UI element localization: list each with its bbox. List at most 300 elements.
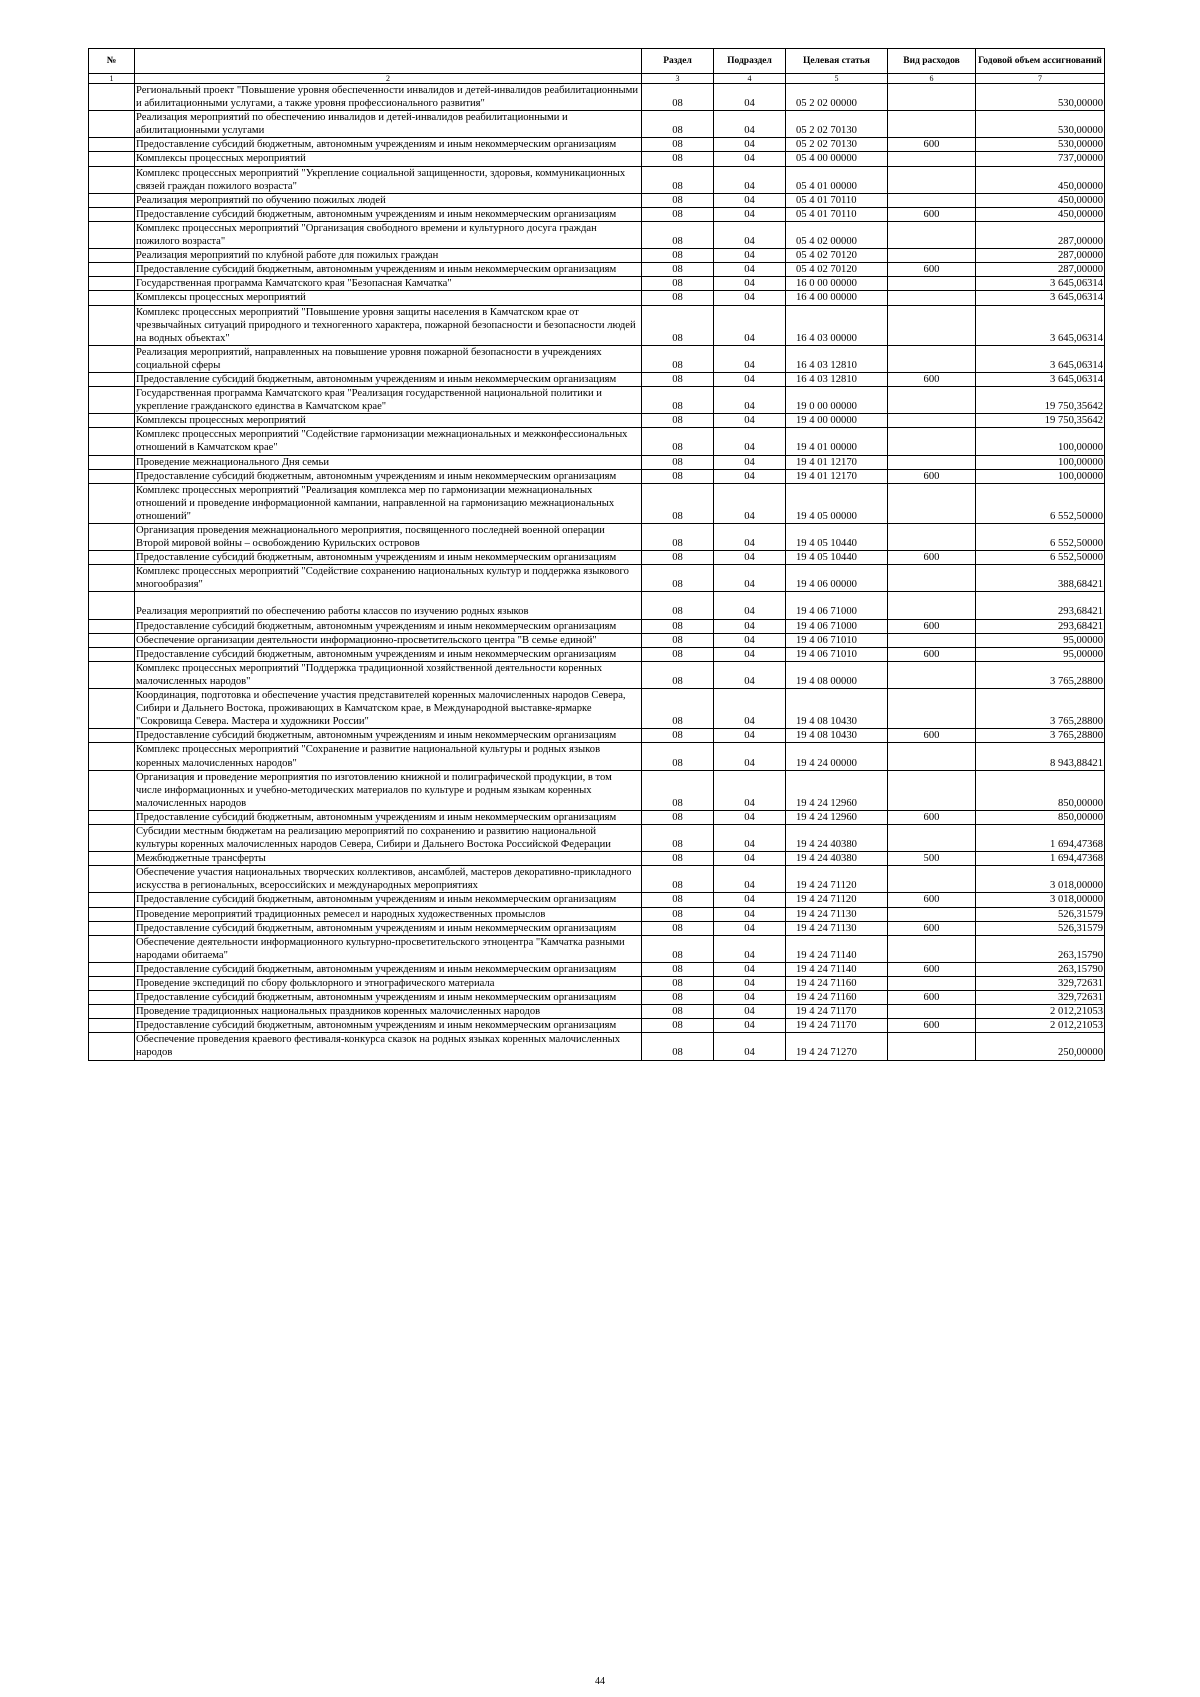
- subsection-code: 04: [714, 291, 786, 305]
- target-article-code: 19 4 24 71130: [786, 907, 888, 921]
- table-row: [89, 483, 1105, 523]
- row-number-cell: [89, 565, 135, 592]
- table-row: [89, 770, 1105, 810]
- expense-type-code: 600: [888, 207, 976, 221]
- expense-type-code: 600: [888, 962, 976, 976]
- annual-amount: 6 552,50000: [976, 483, 1105, 523]
- table-row: [89, 84, 1105, 111]
- annual-amount: 3 765,28800: [976, 661, 1105, 688]
- expense-type-code: [888, 524, 976, 551]
- item-name: Проведение мероприятий традиционных ремесел и народных художественных промыслов: [135, 907, 642, 921]
- table-row: [89, 414, 1105, 428]
- target-article-code: 16 0 00 00000: [786, 277, 888, 291]
- subsection-code: 04: [714, 84, 786, 111]
- expense-type-code: 600: [888, 372, 976, 386]
- section-code: 08: [642, 111, 714, 138]
- item-name: Комплекс процессных мероприятий "Организация свободного времени и культурного досуга граждан пожилого возраста": [135, 221, 642, 248]
- table-row: [89, 193, 1105, 207]
- target-article-code: 19 4 06 71000: [786, 619, 888, 633]
- expense-type-code: [888, 291, 976, 305]
- table-row: [89, 138, 1105, 152]
- row-number-cell: [89, 1019, 135, 1033]
- item-name: Реализация мероприятий по обучению пожилых людей: [135, 193, 642, 207]
- annual-amount: 3 645,06314: [976, 277, 1105, 291]
- item-name: Реализация мероприятий по обеспечению инвалидов и детей-инвалидов реабилитационными и абилитационными услугами: [135, 111, 642, 138]
- item-name: Координация, подготовка и обеспечение участия представителей коренных малочисленных народов Севера, Сибири и Дальнего Востока, проживающих в Камчатском крае, в Международной выставке-ярмарке "Сокровища Севера. Мастера и художники России": [135, 689, 642, 729]
- target-article-code: 19 4 24 12960: [786, 770, 888, 810]
- annual-amount: 95,00000: [976, 647, 1105, 661]
- expense-type-code: [888, 743, 976, 770]
- table-row: [89, 207, 1105, 221]
- annual-amount: 3 645,06314: [976, 291, 1105, 305]
- item-name: Предоставление субсидий бюджетным, автономным учреждениям и иным некоммерческим организациям: [135, 263, 642, 277]
- table-row: [89, 647, 1105, 661]
- expense-type-code: [888, 689, 976, 729]
- section-code: 08: [642, 387, 714, 414]
- target-article-code: 19 4 06 71010: [786, 647, 888, 661]
- subsection-code: 04: [714, 921, 786, 935]
- subsection-code: 04: [714, 111, 786, 138]
- column-number: 5: [786, 74, 888, 84]
- target-article-code: 19 4 06 71010: [786, 633, 888, 647]
- table-row: [89, 907, 1105, 921]
- item-name: Проведение традиционных национальных праздников коренных малочисленных народов: [135, 1005, 642, 1019]
- table-row: [89, 428, 1105, 455]
- target-article-code: 19 4 24 71170: [786, 1019, 888, 1033]
- target-article-code: 19 4 24 71140: [786, 962, 888, 976]
- row-number-cell: [89, 852, 135, 866]
- budget-table: [88, 48, 1105, 1061]
- annual-amount: 100,00000: [976, 455, 1105, 469]
- item-name: Организация проведения межнационального мероприятия, посвященного последней военной операции Второй мировой войны – освобождению Курильских островов: [135, 524, 642, 551]
- table-row: [89, 962, 1105, 976]
- annual-amount: 450,00000: [976, 193, 1105, 207]
- target-article-code: 05 4 02 00000: [786, 221, 888, 248]
- expense-type-code: [888, 345, 976, 372]
- expense-type-code: 600: [888, 469, 976, 483]
- subsection-code: 04: [714, 1033, 786, 1060]
- expense-type-code: [888, 977, 976, 991]
- subsection-code: 04: [714, 277, 786, 291]
- table-row: [89, 991, 1105, 1005]
- header-subsection: Подраздел: [714, 49, 786, 74]
- annual-amount: 263,15790: [976, 935, 1105, 962]
- row-number-cell: [89, 372, 135, 386]
- annual-amount: 3 765,28800: [976, 729, 1105, 743]
- row-number-cell: [89, 866, 135, 893]
- annual-amount: 287,00000: [976, 249, 1105, 263]
- item-name: Реализация мероприятий, направленных на повышение уровня пожарной безопасности в учреждениях социальной сферы: [135, 345, 642, 372]
- target-article-code: 05 2 02 00000: [786, 84, 888, 111]
- row-number-cell: [89, 810, 135, 824]
- subsection-code: 04: [714, 524, 786, 551]
- target-article-code: 05 4 02 70120: [786, 249, 888, 263]
- item-name: Комплекс процессных мероприятий "Реализация комплекса мер по гармонизации межнациональных отношений и проведение информационной кампании, направленной на гармонизацию межнациональных отношений": [135, 483, 642, 523]
- expense-type-code: [888, 428, 976, 455]
- item-name: Обеспечение организации деятельности информационно-просветительского центра "В семье единой": [135, 633, 642, 647]
- item-name: Комплексы процессных мероприятий: [135, 291, 642, 305]
- section-code: 08: [642, 962, 714, 976]
- expense-type-code: [888, 249, 976, 263]
- item-name: Проведение межнационального Дня семьи: [135, 455, 642, 469]
- expense-type-code: [888, 592, 976, 619]
- table-body: [89, 84, 1105, 1061]
- target-article-code: 19 4 00 00000: [786, 414, 888, 428]
- item-name: Обеспечение проведения краевого фестиваля-конкурса сказок на родных языках коренных малочисленных народов: [135, 1033, 642, 1060]
- subsection-code: 04: [714, 345, 786, 372]
- subsection-code: 04: [714, 263, 786, 277]
- annual-amount: 6 552,50000: [976, 524, 1105, 551]
- target-article-code: 19 4 24 71270: [786, 1033, 888, 1060]
- item-name: Предоставление субсидий бюджетным, автономным учреждениям и иным некоммерческим организациям: [135, 469, 642, 483]
- table-row: [89, 1033, 1105, 1060]
- table-row: [89, 565, 1105, 592]
- row-number-cell: [89, 633, 135, 647]
- section-code: 08: [642, 824, 714, 851]
- row-number-cell: [89, 893, 135, 907]
- subsection-code: 04: [714, 221, 786, 248]
- subsection-code: 04: [714, 991, 786, 1005]
- table-row: [89, 305, 1105, 345]
- row-number-cell: [89, 592, 135, 619]
- row-number-cell: [89, 414, 135, 428]
- subsection-code: 04: [714, 207, 786, 221]
- subsection-code: 04: [714, 592, 786, 619]
- table-row: [89, 277, 1105, 291]
- target-article-code: 19 4 08 10430: [786, 729, 888, 743]
- header-annual-amount: Годовой объем ассигнований: [976, 49, 1105, 74]
- row-number-cell: [89, 991, 135, 1005]
- subsection-code: 04: [714, 152, 786, 166]
- row-number-cell: [89, 387, 135, 414]
- expense-type-code: 600: [888, 893, 976, 907]
- target-article-code: 16 4 00 00000: [786, 291, 888, 305]
- target-article-code: 19 4 06 71000: [786, 592, 888, 619]
- table-row: [89, 152, 1105, 166]
- table-row: [89, 291, 1105, 305]
- annual-amount: 8 943,88421: [976, 743, 1105, 770]
- subsection-code: 04: [714, 824, 786, 851]
- row-number-cell: [89, 551, 135, 565]
- expense-type-code: 600: [888, 1019, 976, 1033]
- target-article-code: 19 4 24 71130: [786, 921, 888, 935]
- annual-amount: 3 645,06314: [976, 345, 1105, 372]
- subsection-code: 04: [714, 428, 786, 455]
- subsection-code: 04: [714, 893, 786, 907]
- section-code: 08: [642, 207, 714, 221]
- expense-type-code: [888, 455, 976, 469]
- table-row: [89, 921, 1105, 935]
- section-code: 08: [642, 991, 714, 1005]
- subsection-code: 04: [714, 387, 786, 414]
- subsection-code: 04: [714, 565, 786, 592]
- item-name: Комплекс процессных мероприятий "Повышение уровня защиты населения в Камчатском крае от чрезвычайных ситуаций природного и техногенного характера, пожарной безопасности и безопасности людей на водных объектах": [135, 305, 642, 345]
- section-code: 08: [642, 893, 714, 907]
- table-row: [89, 345, 1105, 372]
- item-name: Реализация мероприятий по обеспечению работы классов по изучению родных языков: [135, 592, 642, 619]
- annual-amount: 450,00000: [976, 166, 1105, 193]
- table-row: [89, 743, 1105, 770]
- target-article-code: 19 4 05 10440: [786, 551, 888, 565]
- table-row: [89, 935, 1105, 962]
- expense-type-code: 600: [888, 729, 976, 743]
- table-row: [89, 263, 1105, 277]
- header-number: №: [89, 49, 135, 74]
- section-code: 08: [642, 1033, 714, 1060]
- table-row: [89, 689, 1105, 729]
- target-article-code: 05 4 01 70110: [786, 207, 888, 221]
- target-article-code: 19 4 05 00000: [786, 483, 888, 523]
- row-number-cell: [89, 277, 135, 291]
- table-row: [89, 111, 1105, 138]
- section-code: 08: [642, 689, 714, 729]
- item-name: Предоставление субсидий бюджетным, автономным учреждениям и иным некоммерческим организациям: [135, 810, 642, 824]
- table-row: [89, 633, 1105, 647]
- row-number-cell: [89, 824, 135, 851]
- row-number-cell: [89, 138, 135, 152]
- item-name: Предоставление субсидий бюджетным, автономным учреждениям и иным некоммерческим организациям: [135, 962, 642, 976]
- subsection-code: 04: [714, 138, 786, 152]
- expense-type-code: [888, 770, 976, 810]
- section-code: 08: [642, 907, 714, 921]
- item-name: Предоставление субсидий бюджетным, автономным учреждениям и иным некоммерческим организациям: [135, 991, 642, 1005]
- section-code: 08: [642, 277, 714, 291]
- target-article-code: 19 4 01 12170: [786, 469, 888, 483]
- row-number-cell: [89, 729, 135, 743]
- annual-amount: 388,68421: [976, 565, 1105, 592]
- expense-type-code: 600: [888, 551, 976, 565]
- item-name: Межбюджетные трансферты: [135, 852, 642, 866]
- section-code: 08: [642, 935, 714, 962]
- target-article-code: 05 4 01 70110: [786, 193, 888, 207]
- table-row: [89, 1005, 1105, 1019]
- section-code: 08: [642, 619, 714, 633]
- target-article-code: 19 4 24 71140: [786, 935, 888, 962]
- expense-type-code: 600: [888, 921, 976, 935]
- target-article-code: 19 4 24 12960: [786, 810, 888, 824]
- section-code: 08: [642, 305, 714, 345]
- annual-amount: 530,00000: [976, 84, 1105, 111]
- row-number-cell: [89, 221, 135, 248]
- row-number-cell: [89, 661, 135, 688]
- annual-amount: 329,72631: [976, 977, 1105, 991]
- table-row: [89, 166, 1105, 193]
- item-name: Субсидии местным бюджетам на реализацию мероприятий по сохранению и развитию национальной культуры коренных малочисленных народов Севера, Сибири и Дальнего Востока Российской Федерации: [135, 824, 642, 851]
- row-number-cell: [89, 455, 135, 469]
- subsection-code: 04: [714, 866, 786, 893]
- annual-amount: 850,00000: [976, 810, 1105, 824]
- column-number-row: [89, 74, 1105, 84]
- row-number-cell: [89, 111, 135, 138]
- column-number: 1: [89, 74, 135, 84]
- expense-type-code: [888, 84, 976, 111]
- table-row: [89, 249, 1105, 263]
- section-code: 08: [642, 152, 714, 166]
- subsection-code: 04: [714, 483, 786, 523]
- item-name: Предоставление субсидий бюджетным, автономным учреждениям и иным некоммерческим организациям: [135, 893, 642, 907]
- column-number: 2: [135, 74, 642, 84]
- target-article-code: 19 4 24 40380: [786, 852, 888, 866]
- expense-type-code: 600: [888, 263, 976, 277]
- annual-amount: 450,00000: [976, 207, 1105, 221]
- subsection-code: 04: [714, 249, 786, 263]
- target-article-code: 19 4 24 71160: [786, 977, 888, 991]
- section-code: 08: [642, 291, 714, 305]
- section-code: 08: [642, 138, 714, 152]
- target-article-code: 19 4 08 00000: [786, 661, 888, 688]
- header-row: [89, 49, 1105, 74]
- table-row: [89, 387, 1105, 414]
- subsection-code: 04: [714, 193, 786, 207]
- subsection-code: 04: [714, 455, 786, 469]
- subsection-code: 04: [714, 810, 786, 824]
- expense-type-code: [888, 483, 976, 523]
- row-number-cell: [89, 483, 135, 523]
- section-code: 08: [642, 414, 714, 428]
- column-number: 4: [714, 74, 786, 84]
- annual-amount: 3 018,00000: [976, 866, 1105, 893]
- target-article-code: 19 4 06 00000: [786, 565, 888, 592]
- section-code: 08: [642, 852, 714, 866]
- table-row: [89, 455, 1105, 469]
- expense-type-code: 600: [888, 991, 976, 1005]
- item-name: Предоставление субсидий бюджетным, автономным учреждениям и иным некоммерческим организациям: [135, 921, 642, 935]
- table-row: [89, 824, 1105, 851]
- row-number-cell: [89, 249, 135, 263]
- target-article-code: 05 4 00 00000: [786, 152, 888, 166]
- row-number-cell: [89, 647, 135, 661]
- expense-type-code: [888, 907, 976, 921]
- column-number: 7: [976, 74, 1105, 84]
- expense-type-code: 600: [888, 619, 976, 633]
- section-code: 08: [642, 524, 714, 551]
- section-code: 08: [642, 1005, 714, 1019]
- section-code: 08: [642, 372, 714, 386]
- item-name: Региональный проект "Повышение уровня обеспеченности инвалидов и детей-инвалидов реабилитационными и абилитационными услугами, а также уровня профессионального развития": [135, 84, 642, 111]
- section-code: 08: [642, 345, 714, 372]
- item-name: Комплексы процессных мероприятий: [135, 414, 642, 428]
- section-code: 08: [642, 483, 714, 523]
- subsection-code: 04: [714, 414, 786, 428]
- table-row: [89, 729, 1105, 743]
- table-row: [89, 551, 1105, 565]
- target-article-code: 05 4 02 70120: [786, 263, 888, 277]
- item-name: Комплекс процессных мероприятий "Поддержка традиционной хозяйственной деятельности коренных малочисленных народов": [135, 661, 642, 688]
- annual-amount: 2 012,21053: [976, 1005, 1105, 1019]
- target-article-code: 19 4 01 12170: [786, 455, 888, 469]
- table-row: [89, 810, 1105, 824]
- subsection-code: 04: [714, 743, 786, 770]
- column-number: 3: [642, 74, 714, 84]
- section-code: 08: [642, 565, 714, 592]
- expense-type-code: 600: [888, 647, 976, 661]
- row-number-cell: [89, 152, 135, 166]
- annual-amount: 293,68421: [976, 592, 1105, 619]
- table-row: [89, 866, 1105, 893]
- expense-type-code: 600: [888, 810, 976, 824]
- section-code: 08: [642, 1019, 714, 1033]
- row-number-cell: [89, 207, 135, 221]
- row-number-cell: [89, 743, 135, 770]
- item-name: Комплекс процессных мероприятий "Укрепление социальной защищенности, здоровья, коммуникационных связей граждан пожилого возраста": [135, 166, 642, 193]
- row-number-cell: [89, 770, 135, 810]
- item-name: Обеспечение участия национальных творческих коллективов, ансамблей, мастеров декоративно-прикладного искусства в региональных, всероссийских и международных мероприятиях: [135, 866, 642, 893]
- annual-amount: 100,00000: [976, 428, 1105, 455]
- section-code: 08: [642, 977, 714, 991]
- section-code: 08: [642, 221, 714, 248]
- target-article-code: 19 4 24 71160: [786, 991, 888, 1005]
- subsection-code: 04: [714, 469, 786, 483]
- target-article-code: 19 4 24 40380: [786, 824, 888, 851]
- target-article-code: 16 4 03 00000: [786, 305, 888, 345]
- item-name: Комплекс процессных мероприятий "Содействие сохранению национальных культур и поддержка языкового многообразия": [135, 565, 642, 592]
- target-article-code: 19 4 08 10430: [786, 689, 888, 729]
- row-number-cell: [89, 428, 135, 455]
- item-name: Проведение экспедиций по сбору фольклорного и этнографического материала: [135, 977, 642, 991]
- section-code: 08: [642, 633, 714, 647]
- subsection-code: 04: [714, 1005, 786, 1019]
- annual-amount: 530,00000: [976, 138, 1105, 152]
- subsection-code: 04: [714, 935, 786, 962]
- row-number-cell: [89, 977, 135, 991]
- annual-amount: 3 765,28800: [976, 689, 1105, 729]
- table-row: [89, 893, 1105, 907]
- table-row: [89, 1019, 1105, 1033]
- annual-amount: 2 012,21053: [976, 1019, 1105, 1033]
- target-article-code: 19 4 24 71120: [786, 893, 888, 907]
- section-code: 08: [642, 810, 714, 824]
- annual-amount: 3 645,06314: [976, 372, 1105, 386]
- item-name: Предоставление субсидий бюджетным, автономным учреждениям и иным некоммерческим организациям: [135, 138, 642, 152]
- header-name: [135, 49, 642, 74]
- item-name: Предоставление субсидий бюджетным, автономным учреждениям и иным некоммерческим организациям: [135, 619, 642, 633]
- annual-amount: 6 552,50000: [976, 551, 1105, 565]
- annual-amount: 1 694,47368: [976, 852, 1105, 866]
- target-article-code: 05 2 02 70130: [786, 111, 888, 138]
- subsection-code: 04: [714, 852, 786, 866]
- target-article-code: 19 4 24 71170: [786, 1005, 888, 1019]
- row-number-cell: [89, 193, 135, 207]
- subsection-code: 04: [714, 551, 786, 565]
- annual-amount: 293,68421: [976, 619, 1105, 633]
- table-row: [89, 661, 1105, 688]
- row-number-cell: [89, 345, 135, 372]
- target-article-code: 16 4 03 12810: [786, 372, 888, 386]
- expense-type-code: [888, 565, 976, 592]
- expense-type-code: [888, 277, 976, 291]
- section-code: 08: [642, 84, 714, 111]
- row-number-cell: [89, 1033, 135, 1060]
- row-number-cell: [89, 166, 135, 193]
- section-code: 08: [642, 551, 714, 565]
- header-target-article: Целевая статья: [786, 49, 888, 74]
- expense-type-code: [888, 193, 976, 207]
- section-code: 08: [642, 866, 714, 893]
- row-number-cell: [89, 935, 135, 962]
- subsection-code: 04: [714, 689, 786, 729]
- annual-amount: 526,31579: [976, 921, 1105, 935]
- table-row: [89, 524, 1105, 551]
- item-name: Предоставление субсидий бюджетным, автономным учреждениям и иным некоммерческим организациям: [135, 207, 642, 221]
- subsection-code: 04: [714, 770, 786, 810]
- annual-amount: 737,00000: [976, 152, 1105, 166]
- subsection-code: 04: [714, 372, 786, 386]
- target-article-code: 16 4 03 12810: [786, 345, 888, 372]
- item-name: Комплекс процессных мероприятий "Содействие гармонизации межнациональных и межконфессиональных отношений в Камчатском крае": [135, 428, 642, 455]
- expense-type-code: [888, 633, 976, 647]
- subsection-code: 04: [714, 633, 786, 647]
- annual-amount: 287,00000: [976, 221, 1105, 248]
